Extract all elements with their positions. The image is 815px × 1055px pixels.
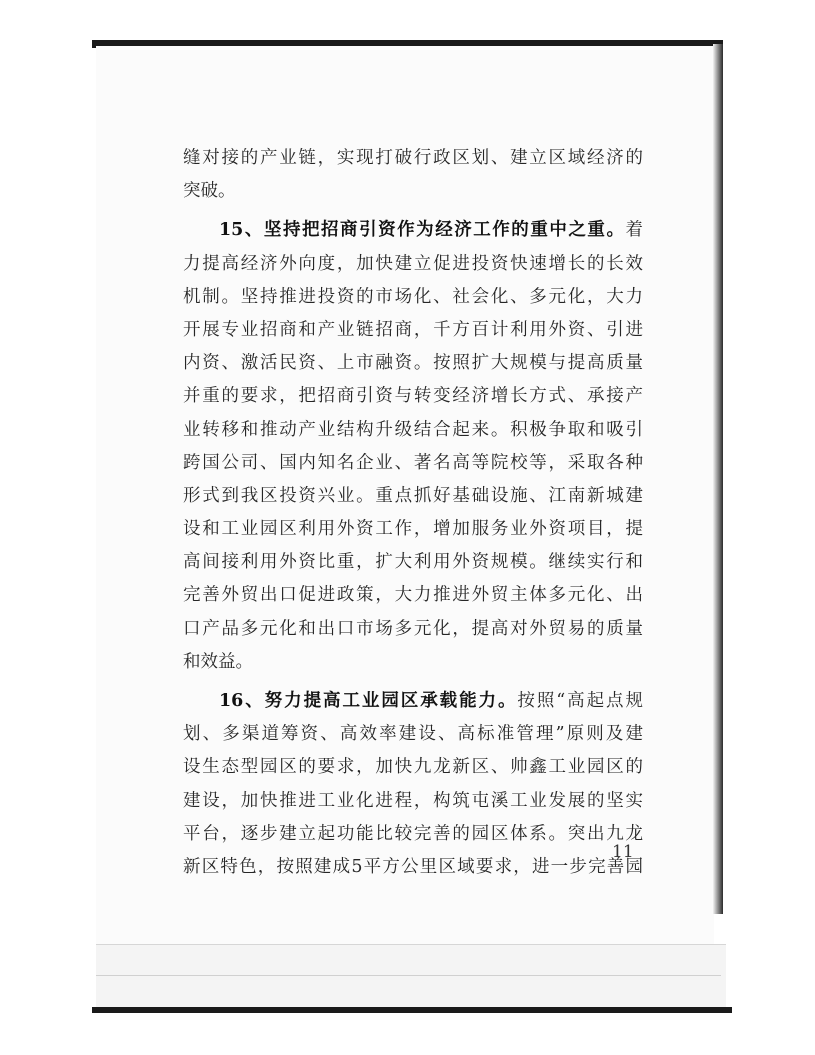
item-16-first-line bbox=[183, 685, 643, 718]
text-line: 形式到我区投资兴业。重点抓好基础设施、江南新城建 bbox=[183, 485, 643, 506]
page-fold-line bbox=[96, 975, 721, 976]
text-line: 缝对接的产业链，实现打破行政区划、建立区域经济的 bbox=[183, 148, 643, 168]
text-line: 突破。 bbox=[183, 181, 236, 202]
item-15-first-line bbox=[183, 214, 643, 247]
text-line: 机制。坚持推进投资的市场化、社会化、多元化，大力 bbox=[183, 286, 643, 307]
page-number: 11 bbox=[612, 842, 634, 862]
text-line: 开展专业招商和产业链招商，千方百计利用外资、引进 bbox=[183, 319, 643, 340]
scan-border-bottom bbox=[92, 1007, 732, 1013]
item-16-first-rest: 按照“高起点规 bbox=[517, 691, 643, 711]
text-line: 业转移和推动产业结构升级结合起来。积极争取和吸引 bbox=[183, 419, 643, 440]
text-line: 完善外贸出口促进政策，大力推进外贸主体多元化、出 bbox=[183, 585, 643, 606]
text-line: 平台，逐步建立起功能比较完善的园区体系。突出九龙 bbox=[183, 823, 643, 844]
text-line: 设生态型园区的要求，加快九龙新区、帅鑫工业园区的 bbox=[183, 757, 643, 778]
scan-border-right bbox=[713, 44, 723, 914]
text-line: 并重的要求，把招商引资与转变经济增长方式、承接产 bbox=[183, 386, 643, 407]
body-text bbox=[183, 142, 643, 884]
text-line: 划、多渠道筹资、高效率建设、高标准管理”原则及建 bbox=[183, 724, 643, 745]
text-line: 和效益。 bbox=[183, 651, 253, 672]
item-16-heading: 16、努力提高工业园区承载能力。 bbox=[219, 691, 518, 711]
text-line: 新区特色，按照建成5平方公里区域要求，进一步完善园 bbox=[183, 856, 643, 877]
text-line: 力提高经济外向度，加快建立促进投资快速增长的长效 bbox=[183, 253, 643, 274]
text-line: 设和工业园区利用外资工作，增加服务业外资项目，提 bbox=[183, 519, 643, 540]
text-line: 口产品多元化和出口市场多元化，提高对外贸易的质量 bbox=[183, 618, 643, 639]
text-line: 高间接利用外资比重，扩大利用外资规模。继续实行和 bbox=[183, 552, 643, 573]
item-15-heading: 15、坚持把招商引资作为经济工作的重中之重。 bbox=[219, 220, 626, 241]
text-line: 内资、激活民资、上市融资。按照扩大规模与提高质量 bbox=[183, 353, 643, 374]
text-line: 建设，加快推进工业化进程，构筑屯溪工业发展的坚实 bbox=[183, 790, 643, 811]
text-line: 跨国公司、国内知名企业、著名高等院校等，采取各种 bbox=[183, 452, 643, 473]
item-15-first-rest: 着 bbox=[625, 220, 643, 241]
